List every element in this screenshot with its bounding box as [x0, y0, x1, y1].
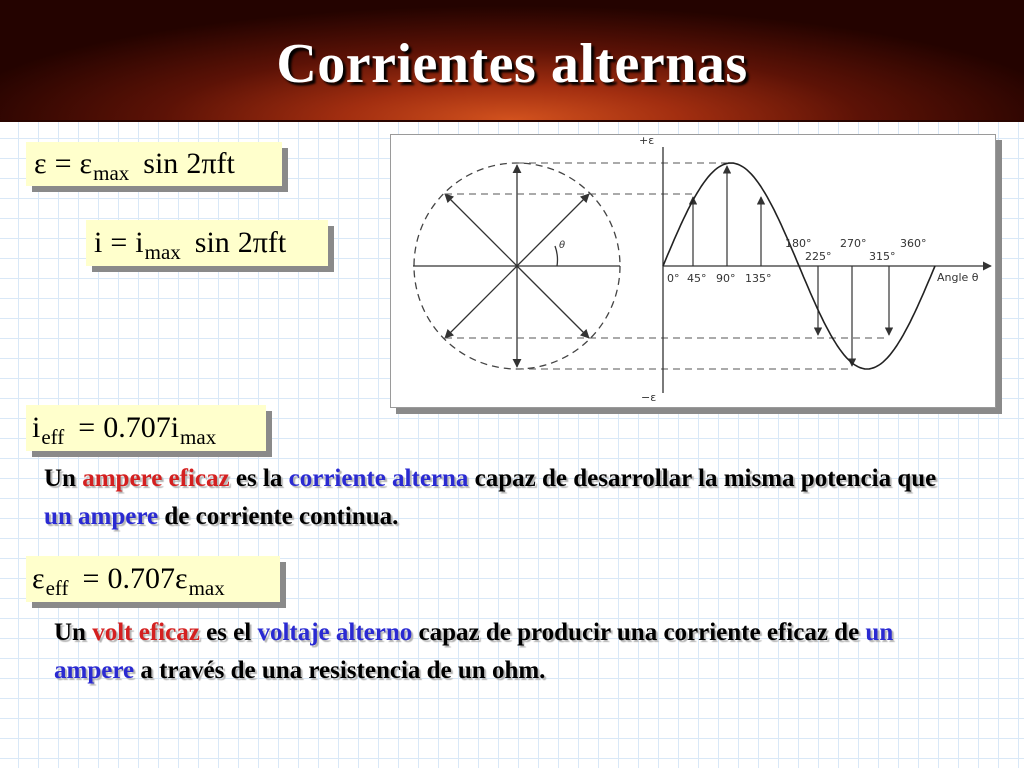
current-formula: [86, 220, 328, 266]
para1-term-corriente-alterna: corriente alterna: [288, 465, 469, 492]
para2-term-volt-eficaz: volt eficaz: [92, 619, 200, 646]
i-eff-equals: =: [78, 411, 96, 444]
current-symbol: i: [135, 226, 144, 259]
phasor-arrow-225: [445, 266, 517, 338]
para2-text-1: Un: [54, 619, 93, 646]
para1-term-un-ampere: un ampere: [44, 503, 159, 530]
angle-label-225: 225°: [805, 250, 832, 263]
emf-lhs: ε: [34, 147, 47, 180]
para2-term-voltaje-alterno: voltaje alterno: [257, 619, 413, 646]
title-banner: [0, 0, 1024, 122]
volt-eficaz-definition: [54, 614, 894, 690]
current-argument: 2πft: [237, 226, 287, 259]
theta-arc: [555, 246, 557, 266]
i-eff-max-subscript: max: [180, 424, 217, 449]
para1-text-4: de corriente continua.: [158, 503, 399, 530]
y-negative-label: −ε: [641, 391, 657, 404]
y-positive-label: +ε: [639, 135, 655, 147]
i-eff-symbol: i: [32, 411, 41, 444]
angle-label-90: 90°: [716, 272, 736, 285]
current-function: sin: [194, 226, 230, 259]
current-lhs: i: [94, 226, 103, 259]
theta-label: θ: [559, 240, 566, 251]
x-axis-label: Angle θ: [937, 271, 979, 284]
angle-label-315: 315°: [869, 250, 896, 263]
emf-symbol: ε: [79, 147, 93, 180]
emf-argument: 2πft: [186, 147, 235, 180]
e-eff-equals: =: [82, 562, 100, 595]
slide-title: Corrientes alternas: [276, 33, 748, 95]
phasor-sine-svg: [391, 135, 995, 407]
angle-label-135: 135°: [745, 272, 772, 285]
para1-term-ampere-eficaz: ampere eficaz: [82, 465, 230, 492]
e-eff-formula: [26, 556, 280, 602]
current-subscript: max: [144, 239, 181, 264]
i-eff-subscript: eff: [41, 424, 65, 449]
emf-function: sin: [143, 147, 179, 180]
ampere-eficaz-definition: [44, 460, 944, 536]
para1-text-2: es la: [229, 465, 289, 492]
para1-text-1: Un: [44, 465, 83, 492]
e-eff-subscript: eff: [45, 575, 69, 600]
i-eff-formula: [26, 405, 266, 451]
phasor-arrow-45: [517, 194, 589, 266]
emf-equals: =: [54, 147, 72, 180]
phasor-arrow-315: [517, 266, 589, 338]
para2-text-3: capaz de producir una corriente eficaz de: [412, 619, 866, 646]
angle-label-45: 45°: [687, 272, 707, 285]
e-eff-coefficient: 0.707ε: [107, 562, 188, 595]
para2-text-2: es el: [199, 619, 258, 646]
angle-label-360: 360°: [900, 237, 927, 250]
current-equals: =: [110, 226, 128, 259]
e-eff-symbol: ε: [32, 562, 45, 595]
e-eff-max-subscript: max: [188, 575, 225, 600]
para2-text-4: a través de una resistencia de un ohm.: [134, 657, 546, 684]
para1-text-3: capaz de desarrollar la misma potencia que: [468, 465, 937, 492]
angle-label-0: 0°: [667, 272, 680, 285]
emf-formula: [26, 142, 282, 186]
i-eff-coefficient: 0.707i: [103, 411, 180, 444]
emf-subscript: max: [93, 160, 130, 185]
phasor-arrow-135: [445, 194, 517, 266]
para2-term-un-ampere: un ampere: [54, 619, 894, 684]
angle-label-270: 270°: [840, 237, 867, 250]
phasor-sine-diagram: [390, 134, 996, 408]
angle-label-180: 180°: [785, 237, 812, 250]
phasor-arrows: [413, 165, 620, 367]
